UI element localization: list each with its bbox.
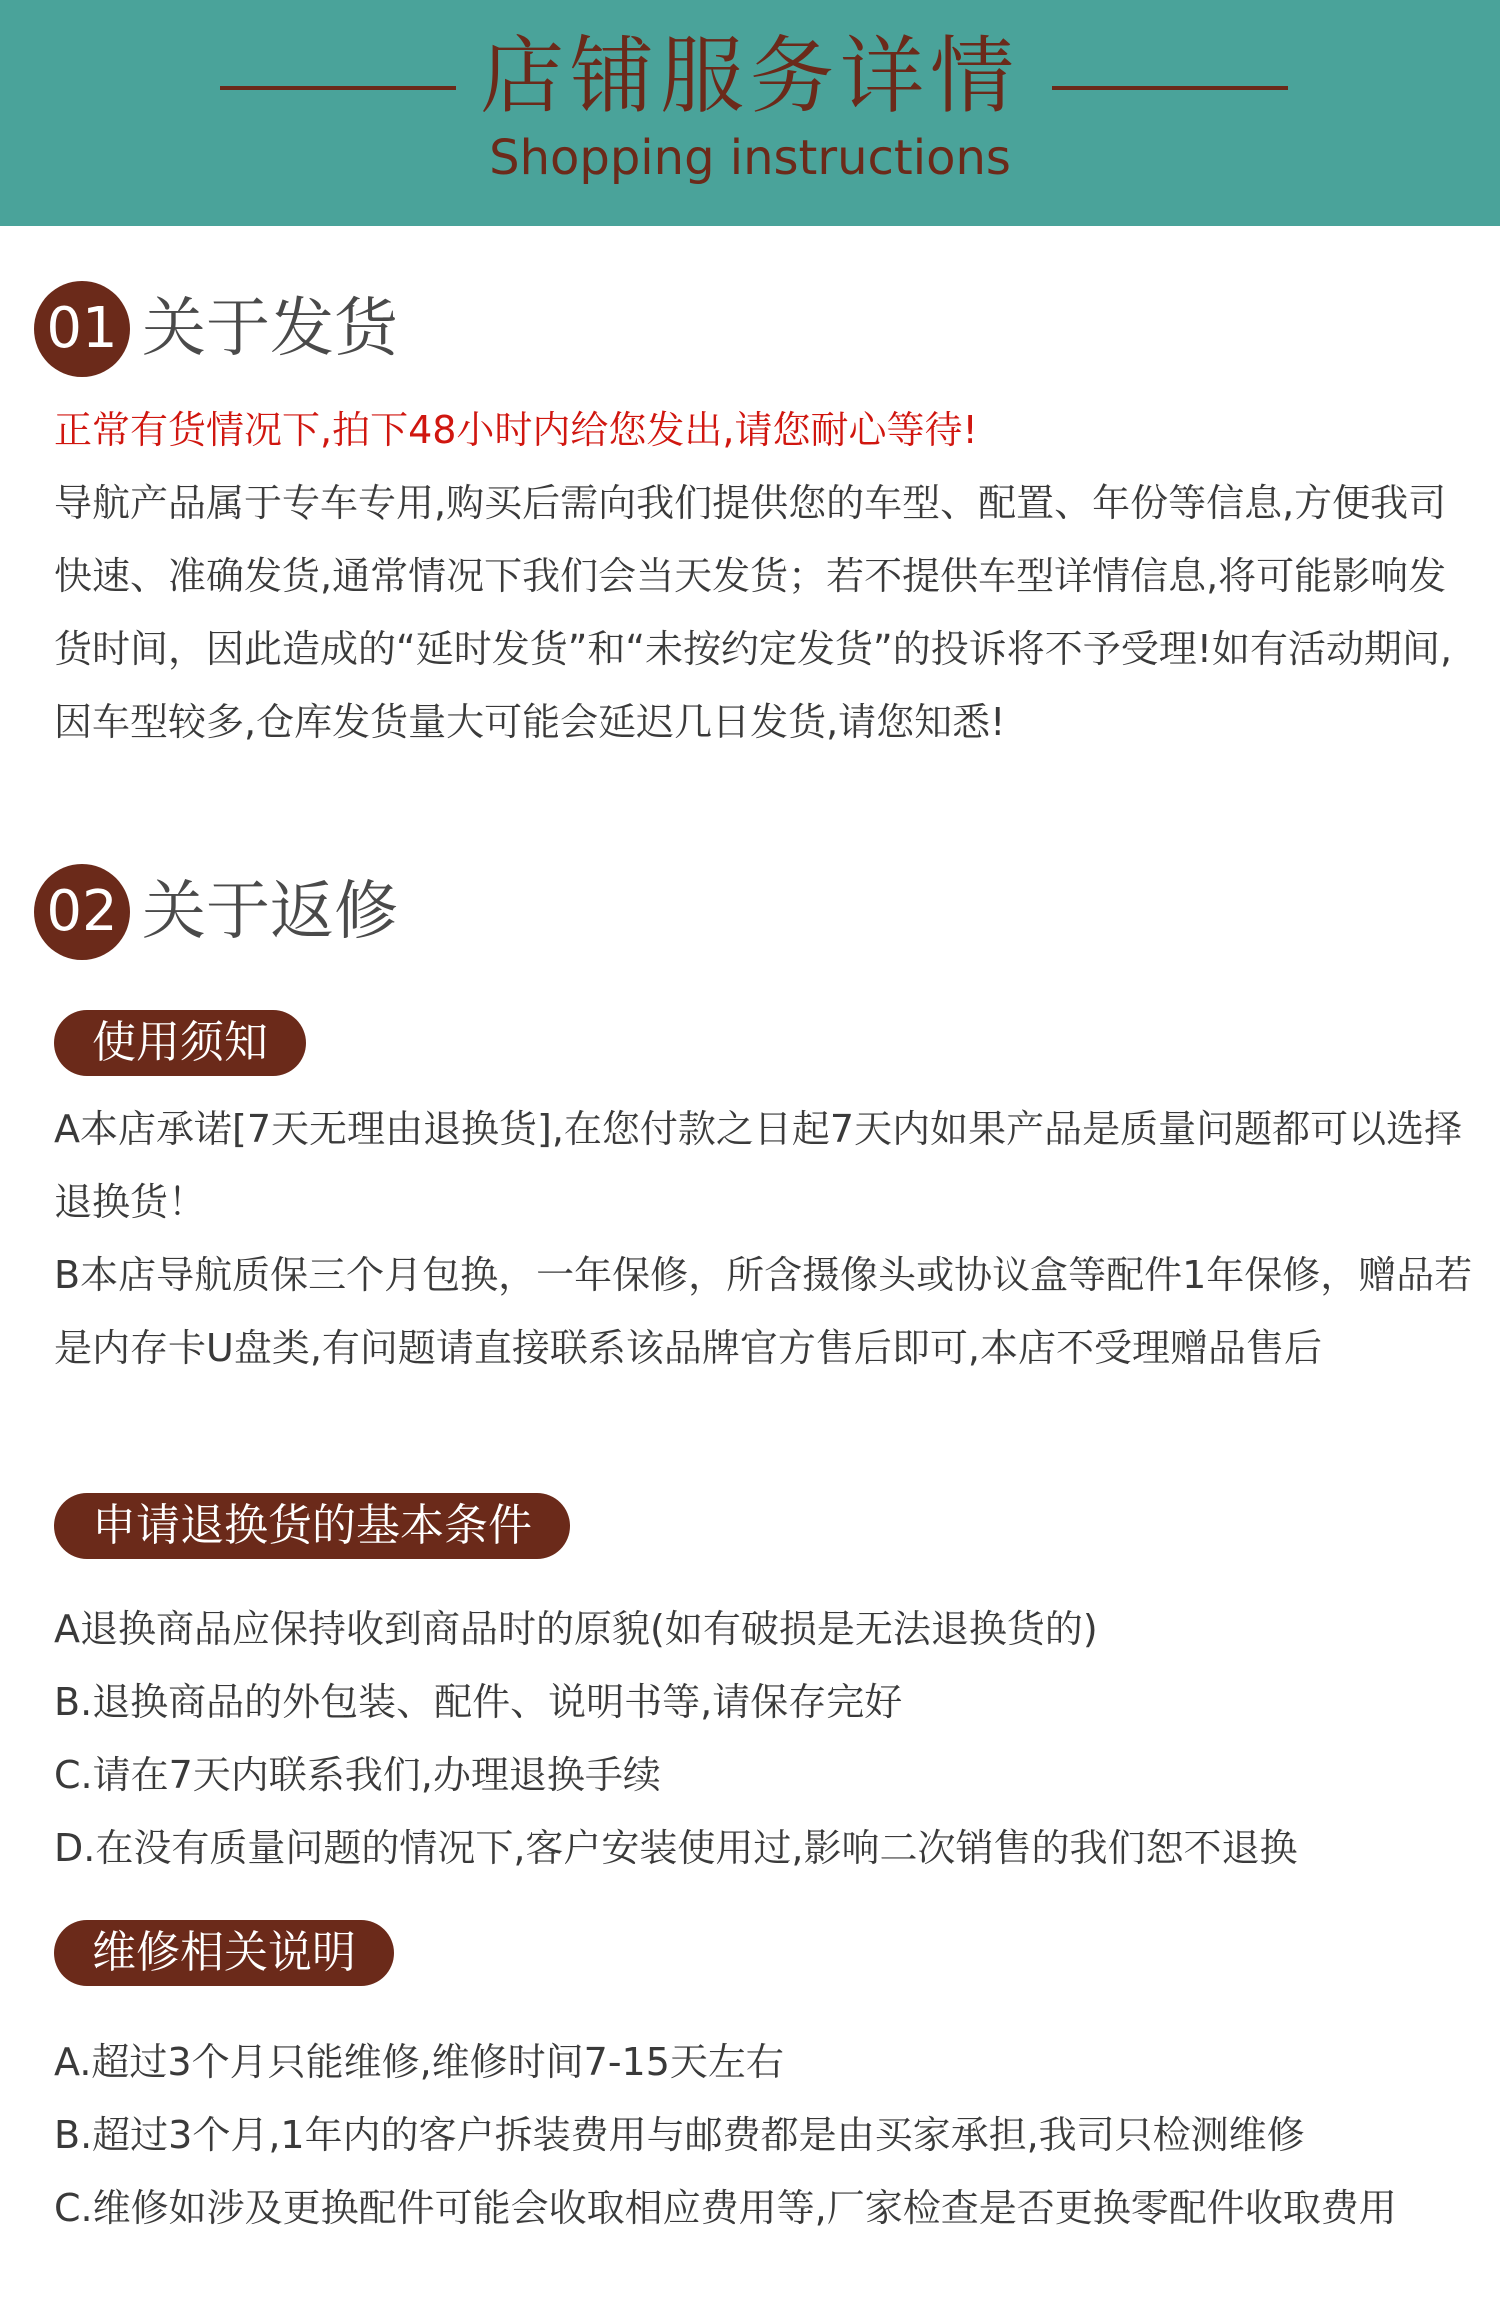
list-item: B.超过3个月,1年内的客户拆装费用与邮费都是由买家承担,我司只检测维修 <box>54 2113 1305 2157</box>
usage-notice-tag: 使用须知 <box>54 1010 306 1076</box>
section-number-badge: 02 <box>34 864 130 960</box>
page-title: 店铺服务详情 <box>479 27 1020 125</box>
section-number-badge: 01 <box>34 281 130 377</box>
list-item: C.维修如涉及更换配件可能会收取相应费用等,厂家检查是否更换零配件收取费用 <box>54 2186 1397 2230</box>
list-item: C.请在7天内联系我们,办理退换手续 <box>54 1753 661 1797</box>
page-header <box>0 0 1500 226</box>
list-item: B.退换商品的外包装、配件、说明书等,请保存完好 <box>54 1680 903 1724</box>
shipping-highlight: 正常有货情况下,拍下48小时内给您发出,请您耐心等待! <box>54 408 978 452</box>
shipping-body: 导航产品属于专车专用,购买后需向我们提供您的车型、配置、年份等信息,方便我司快速、准确发货,通常情况下我们会当天发货；若不提供车型详情信息,将可能影响发货时间，因此造成的“延时发货”和“未按约定发货”的投诉将不予受理!如有活动期间,因车型较多,仓库发货量大可能会延迟几日发货,请您知悉! <box>54 481 1453 744</box>
list-item: A退换商品应保持收到商品时的原貌(如有破损是无法退换货的) <box>54 1607 1098 1651</box>
repair-info-tag: 维修相关说明 <box>54 1920 394 1986</box>
section-title: 关于发货 <box>142 292 398 366</box>
list-item: B本店导航质保三个月包换，一年保修，所含摄像头或协议盒等配件1年保修，赠品若是内存卡U盘类,有问题请直接联系该品牌官方售后即可,本店不受理赠品售后 <box>54 1253 1473 1370</box>
page-subtitle: Shopping instructions <box>489 130 1011 186</box>
section-shipping-content <box>54 394 1474 759</box>
return-conditions-tag: 申请退换货的基本条件 <box>54 1493 570 1559</box>
repair-info-content <box>54 2026 1474 2245</box>
list-item: A.超过3个月只能维修,维修时间7-15天左右 <box>54 2040 784 2084</box>
usage-notice-content <box>54 1093 1474 1385</box>
return-conditions-content <box>54 1593 1474 1885</box>
section-title: 关于返修 <box>142 875 398 949</box>
list-item: D.在没有质量问题的情况下,客户安装使用过,影响二次销售的我们恕不退换 <box>54 1826 1298 1870</box>
list-item: A本店承诺[7天无理由退换货],在您付款之日起7天内如果产品是质量问题都可以选择退换货！ <box>54 1107 1463 1224</box>
